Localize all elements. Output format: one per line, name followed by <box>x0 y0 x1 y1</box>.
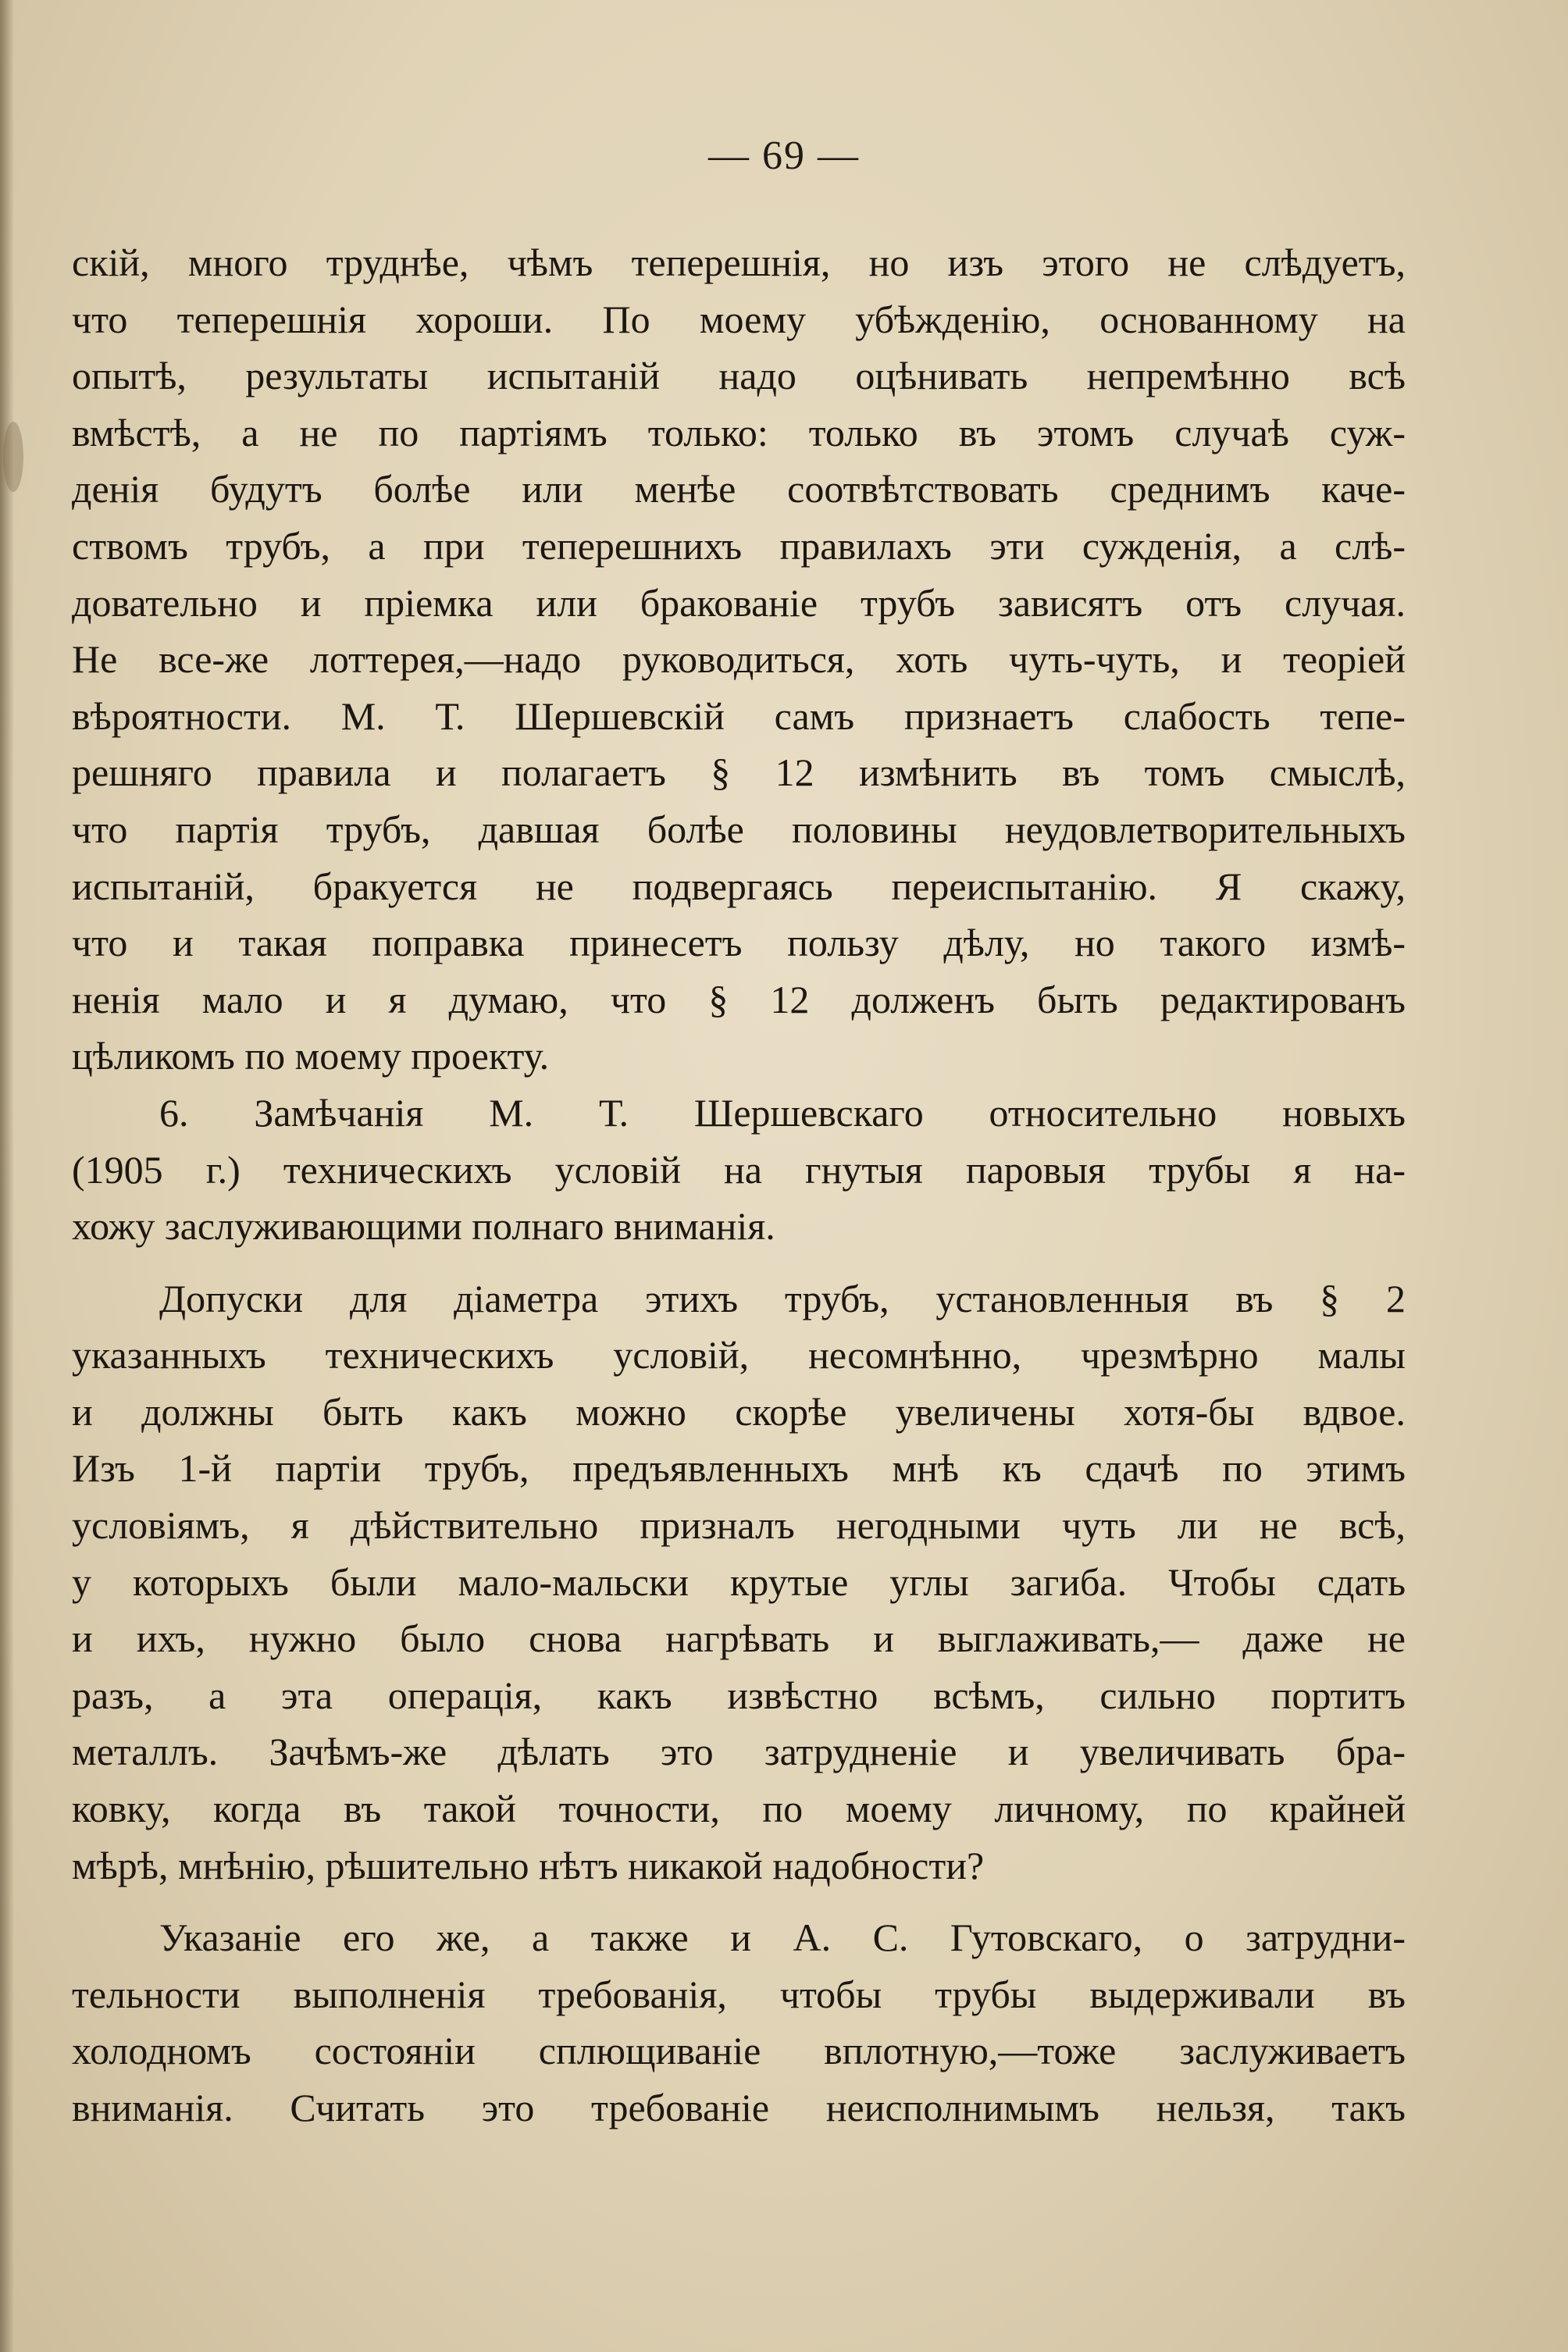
text-line: и должны быть какъ можно скорѣе увеличены хотя-бы вдвое. <box>72 1389 1406 1434</box>
text-line: Указаніе его же, а также и А. С. Гутовскаго, о затрудни- <box>159 1915 1406 1960</box>
text-line: хожу заслуживающими полнаго вниманія. <box>72 1204 775 1249</box>
paragraph-gap <box>72 1255 1406 1270</box>
text-line: что и такая поправка принесетъ пользу дѣлу, но такого измѣ- <box>72 921 1406 965</box>
text-line: Допуски для діаметра этихъ трубъ, установленныя въ § 2 <box>159 1276 1406 1320</box>
text-line: вмѣстѣ, а не по партіямъ только: только въ этомъ случаѣ суж- <box>72 410 1406 454</box>
text-line: скій, много труднѣе, чѣмъ теперешнія, но изъ этого не слѣдуетъ, <box>72 241 1406 284</box>
text-line: опытѣ, результаты испытаній надо оцѣнивать непремѣнно всѣ <box>72 354 1406 398</box>
text-line: холодномъ состояніи сплющиваніе вплотную,—тоже заслуживаетъ <box>72 2029 1406 2073</box>
paragraph-2 <box>72 1085 1406 1255</box>
text-line: и ихъ, нужно было снова нагрѣвать и выглаживать,— даже не <box>72 1616 1406 1661</box>
body-text <box>72 234 1406 2136</box>
text-line: металлъ. Зачѣмъ-же дѣлать это затрудненіе и увеличивать бра- <box>72 1730 1406 1774</box>
text-line: тельности выполненія требованія, чтобы трубы выдерживали въ <box>72 1972 1406 2016</box>
page-edge-shadow <box>0 0 14 2352</box>
page-stain <box>3 422 23 492</box>
text-line: что партія трубъ, давшая болѣе половины неудовлетворительныхъ <box>72 807 1406 851</box>
text-line: решняго правила и полагаетъ § 12 измѣнить въ томъ смыслѣ, <box>72 750 1406 795</box>
text-line: вѣроятности. М. Т. Шершевскій самъ признаетъ слабость тепе- <box>72 693 1406 738</box>
text-line: (1905 г.) техническихъ условій на гнутыя паровыя трубы я на- <box>72 1147 1406 1192</box>
text-line: ствомъ трубъ, а при теперешнихъ правилахъ эти сужденія, а слѣ- <box>72 523 1406 568</box>
text-line: ковку, когда въ такой точности, по моему личному, по крайней <box>72 1787 1406 1831</box>
text-line: Изъ 1-й партіи трубъ, предъявленныхъ мнѣ къ сдачѣ по этимъ <box>72 1446 1406 1491</box>
text-line: мѣрѣ, мнѣнію, рѣшительно нѣтъ никакой надобности? <box>72 1843 985 1887</box>
paragraph-4 <box>72 1909 1406 2136</box>
text-line: цѣликомъ по моему проекту. <box>72 1034 550 1078</box>
text-line: разъ, а эта операція, какъ извѣстно всѣмъ, сильно портитъ <box>72 1673 1406 1717</box>
page-number: — 69 — <box>708 134 860 178</box>
paragraph-gap <box>72 1894 1406 1909</box>
text-line: довательно и пріемка или бракованіе трубъ зависятъ отъ случая. <box>72 580 1406 625</box>
paragraph-3 <box>72 1270 1406 1894</box>
text-line: условіямъ, я дѣйствительно призналъ негодными чуть ли не всѣ, <box>72 1503 1406 1548</box>
text-line: вниманія. Считать это требованіе неисполнимымъ нельзя, такъ <box>72 2086 1406 2129</box>
paragraph-1 <box>72 234 1406 1085</box>
text-line: что теперешнія хороши. По моему убѣжденію, основанному на <box>72 297 1406 341</box>
text-line: денія будутъ болѣе или менѣе соотвѣтствовать среднимъ каче- <box>72 467 1406 511</box>
text-line: испытаній, бракуется не подвергаясь переиспытанію. Я скажу, <box>72 864 1406 908</box>
text-line: Не все-же лоттерея,—надо руководиться, хоть чуть-чуть, и теоріей <box>72 637 1406 682</box>
text-line: указанныхъ техническихъ условій, несомнѣнно, чрезмѣрно малы <box>72 1333 1406 1377</box>
text-line: у которыхъ были мало-мальски крутые углы загиба. Чтобы сдать <box>72 1559 1406 1604</box>
text-line: ненія мало и я думаю, что § 12 долженъ быть редактированъ <box>72 977 1406 1021</box>
text-line: 6. Замѣчанія М. Т. Шершевскаго относительно новыхъ <box>159 1090 1406 1135</box>
